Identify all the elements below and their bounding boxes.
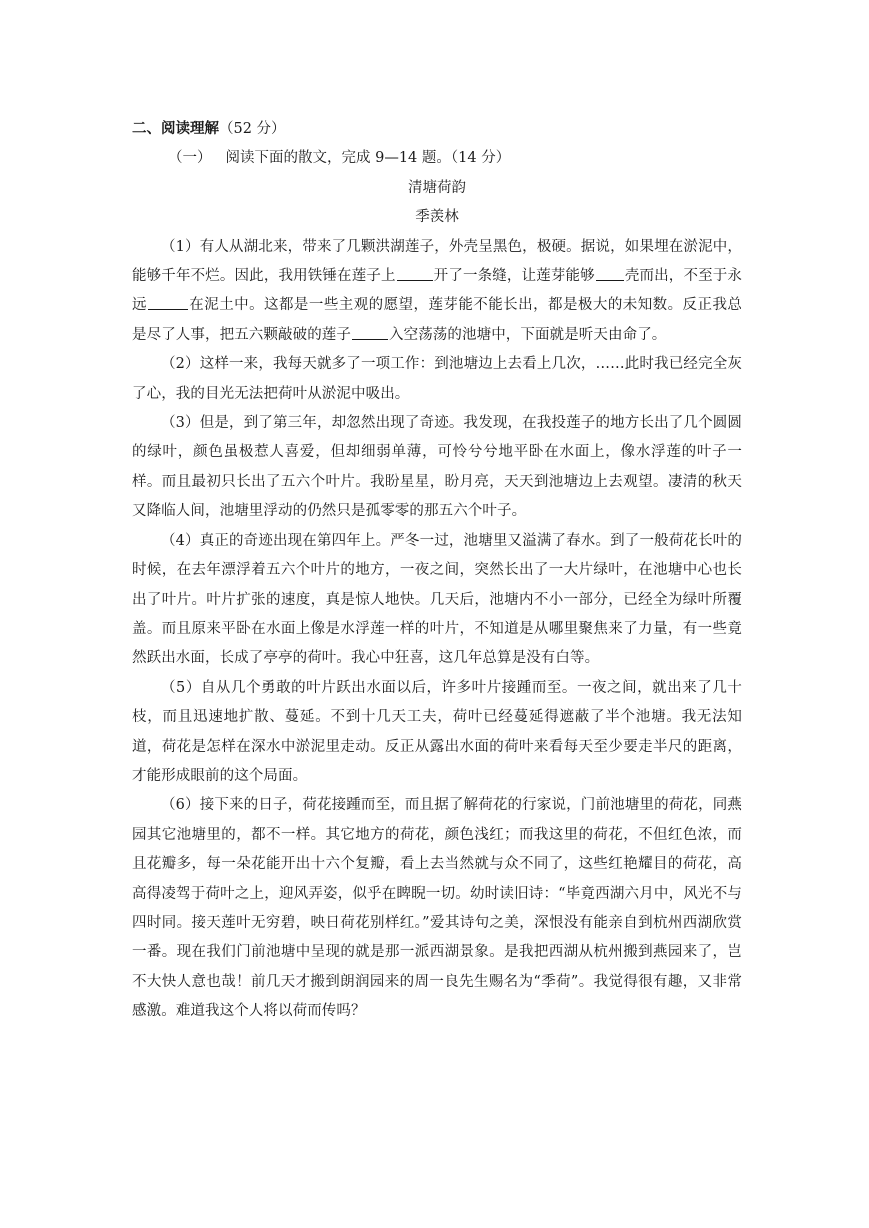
paragraph-1 — [132, 233, 742, 351]
instruction-text: 阅读下面的散文，完成 9—14 题。（14 分） — [225, 150, 511, 167]
section-heading — [132, 114, 742, 144]
paragraph-1-part-4: 在泥土中。这都是一些主观的愿望，莲芽能不能长出，都是极大的未知数。反正我总是尽了人事，把五六颗敲破的莲子 — [132, 297, 742, 343]
question-instruction — [132, 144, 742, 173]
instruction-number: （一） — [168, 150, 212, 167]
paragraph-3: （3）但是，到了第三年，却忽然出现了奇迹。我发现，在我投莲子的地方长出了几个圆圆的绿叶，颜色虽极惹人喜爱，但却细弱单薄，可怜兮兮地平卧在水面上，像水浮莲的叶子一样。而且最初只长出了五六个叶片。我盼星星，盼月亮，天天到池塘边上去观望。凄清的秋天又降临人间，池塘里浮动的仍然只是孤零零的那五六个叶子。 — [132, 415, 742, 520]
paragraph-1-part-3: 壳而出，不至于永远 — [132, 268, 742, 314]
section-score: （52 分） — [219, 121, 286, 137]
paragraph-4: （4）真正的奇迹出现在第四年上。严冬一过，池塘里又溢满了春水。到了一般荷花长叶的时候，在去年漂浮着五六个叶片的地方，一夜之间，突然长出了一大片绿叶，在池塘中心也长出了叶片。叶片扩张的速度，真是惊人地快。几天后，池塘内不小一部分，已经全为绿叶所覆盖。而且原来平卧在水面上像是水浮莲一样的叶片，不知道是从哪里聚焦来了力量，有一些竟然跃出水面，长成了亭亭的荷叶。我心中狂喜，这几年总算是没有白等。 — [132, 532, 742, 667]
section-heading-text: 二、阅读理解 — [132, 120, 219, 137]
paragraph-1-part-5: 入空荡荡的池塘中，下面就是听天由命了。 — [389, 326, 667, 343]
fill-blank-3[interactable] — [148, 293, 188, 310]
article-author: 季羡林 — [415, 209, 459, 226]
reading-section — [132, 114, 742, 1027]
fill-blank-4[interactable] — [352, 323, 388, 340]
fill-blank-2[interactable] — [596, 264, 624, 281]
paragraph-2: （2）这样一来，我每天就多了一项工作：到池塘边上去看上几次，……此时我已经完全灰了心，我的目光无法把荷叶从淤泥中吸出。 — [132, 356, 742, 402]
paragraph-5: （5）自从几个勇敢的叶片跃出水面以后，许多叶片接踵而至。一夜之间，就出来了几十枝，而且迅速地扩散、蔓延。不到十几天工夫，荷叶已经蔓延得遮蔽了半个池塘。我无法知道，荷花是怎样在深水中淤泥里走动。反正从露出水面的荷叶来看每天至少要走半尺的距离，才能形成眼前的这个局面。 — [132, 679, 742, 784]
article-title: 清塘荷韵 — [408, 179, 466, 196]
paragraph-6: （6）接下来的日子，荷花接踵而至，而且据了解荷花的行家说，门前池塘里的荷花，同燕园其它池塘里的，都不一样。其它地方的荷花，颜色浅红；而我这里的荷花，不但红色浓，而且花瓣多，每一朵花能开出十六个复瓣，看上去当然就与众不同了，这些红艳耀目的荷花，高高得凌驾于荷叶之上，迎风弄姿，似乎在睥睨一切。幼时读旧诗：“毕竟西湖六月中，风光不与四时同。接天莲叶无穷碧，映日荷花别样红。”爱其诗句之美，深恨没有能亲自到杭州西湖欣赏一番。现在我们门前池塘中呈现的就是那一派西湖景象。是我把西湖从杭州搬到燕园来了，岂不大快人意也哉！前几天才搬到朗润园来的周一良先生赐名为“季荷”。我觉得很有趣，又非常感激。难道我这个人将以荷而传吗？ — [132, 797, 742, 1020]
fill-blank-1[interactable] — [397, 264, 433, 281]
paragraph-1-part-2: 开了一条缝，让莲芽能够 — [433, 268, 595, 285]
paragraph-1-part-1: （1）有人从湖北来，带来了几颗洪湖莲子，外壳呈黑色，极硬。据说，如果埋在淤泥中，能够千年不烂。因此，我用铁锤在莲子上 — [132, 238, 742, 285]
